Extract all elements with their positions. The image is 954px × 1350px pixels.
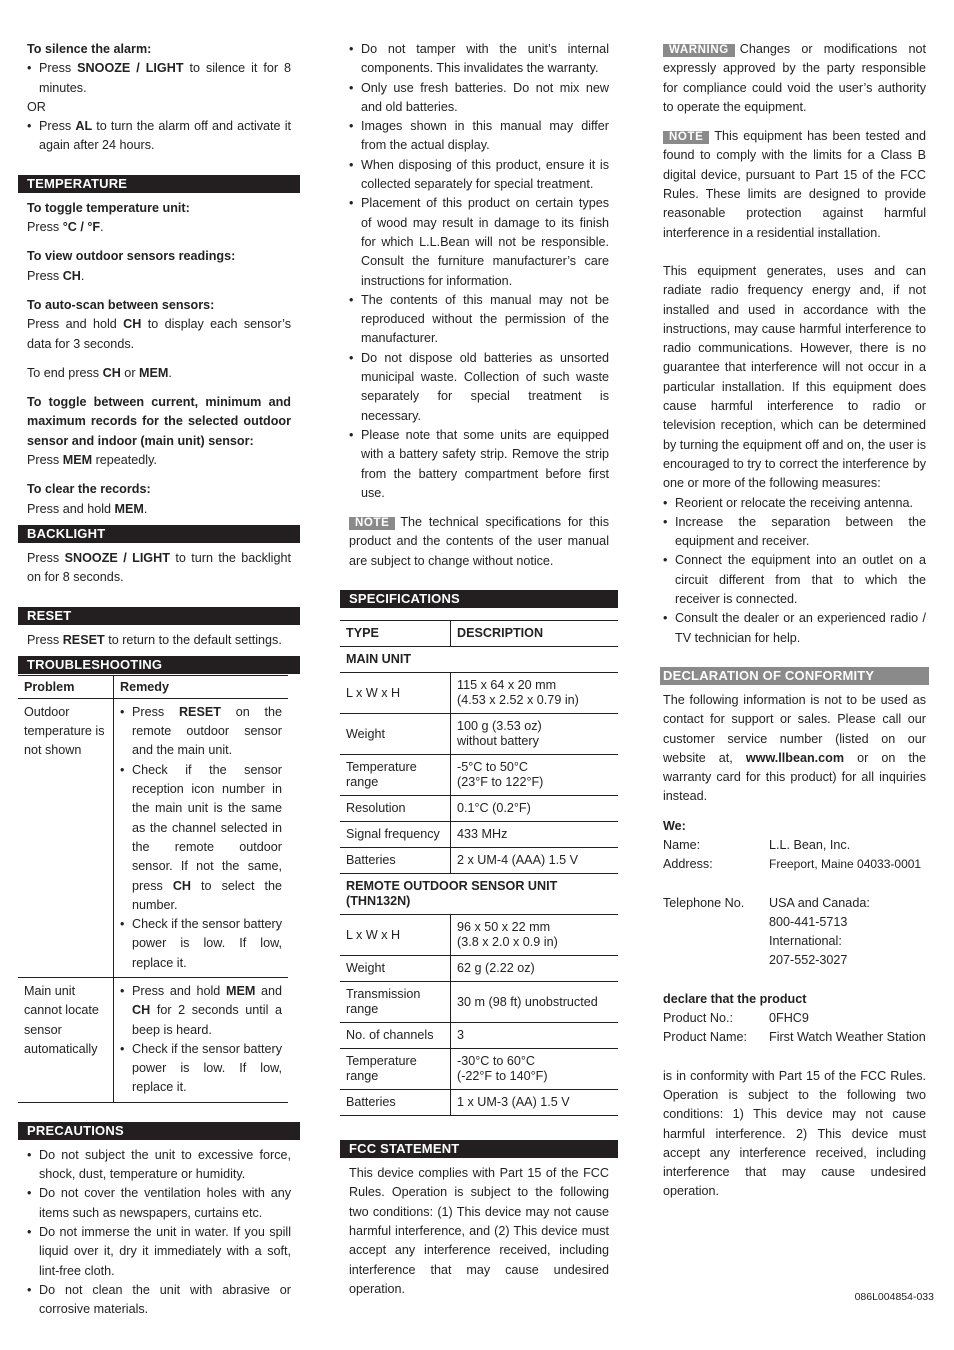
problem-cell: Main unit cannot locate sensor automatically xyxy=(18,977,114,1102)
spec-value: 3 xyxy=(451,1023,619,1049)
column-header-type: TYPE xyxy=(340,621,451,647)
records-heading: To toggle between current, minimum and maximum records for the selected outdoor sensor and indoor (main unit) sensor: xyxy=(27,395,291,448)
note-tag: NOTE xyxy=(663,131,709,144)
table-row xyxy=(340,755,618,796)
specifications-table xyxy=(340,620,618,1116)
address-row: Address: Freeport, Maine 04033-0001 xyxy=(663,857,922,872)
list-item: • Do not cover the ventilation holes with any items such as newspapers, curtains etc. xyxy=(27,1184,291,1223)
section-header-declaration: DECLARATION OF CONFORMITY xyxy=(660,667,929,685)
section-header-temperature: TEMPERATURE xyxy=(18,175,300,193)
section-header-specifications: SPECIFICATIONS xyxy=(340,590,618,608)
table-row xyxy=(340,1090,618,1116)
table-row xyxy=(340,915,618,956)
spec-value: 115 x 64 x 20 mm (4.53 x 2.52 x 0.79 in) xyxy=(451,673,619,714)
subheader-main-unit: MAIN UNIT xyxy=(340,647,618,673)
list-item: • Images shown in this manual may differ from the actual display. xyxy=(349,117,609,156)
section-header-reset: RESET xyxy=(18,607,300,625)
spec-key: Signal frequency xyxy=(340,822,451,848)
list-item: • Placement of this product on certain types of wood may result in damage to its finish for which L.L.Bean will not be responsible. Consult the furniture manufacturer’s care instructions for information. xyxy=(349,194,609,290)
reset-text: Press RESET to return to the default settings. xyxy=(27,632,282,647)
table-row xyxy=(340,982,618,1023)
spec-value: 30 m (98 ft) unobstructed xyxy=(451,982,619,1023)
clear-records-text: Press and hold MEM. xyxy=(27,501,148,516)
toggle-unit-text: Press °C / °F. xyxy=(27,220,104,235)
spec-value: -30°C to 60°C (-22°F to 140°F) xyxy=(451,1049,619,1090)
list-item: • Only use fresh batteries. Do not mix new and old batteries. xyxy=(349,79,609,118)
remedy-cell xyxy=(114,977,289,1102)
we-label: We: xyxy=(663,818,686,833)
troubleshooting-table xyxy=(18,675,288,1103)
list-item: • Press and hold MEM and CH for 2 seconds until a beep is heard. xyxy=(120,982,282,1040)
spec-key: L x W x H xyxy=(340,915,451,956)
list-item: • Reorient or relocate the receiving antenna. xyxy=(663,494,926,513)
section-header-precautions: PRECAUTIONS xyxy=(18,1122,300,1140)
table-row xyxy=(340,848,618,874)
list-item: • Press SNOOZE / LIGHT to silence it for 8 minutes. xyxy=(27,59,291,98)
product-no-row: Product No.: 0FHC9 xyxy=(663,1011,809,1026)
precautions-list xyxy=(27,1146,291,1320)
list-item: • Do not immerse the unit in water. If you spill liquid over it, dry it immediately with a soft, lint-free cloth. xyxy=(27,1223,291,1281)
website-link[interactable]: www.llbean.com xyxy=(745,750,845,765)
generates-paragraph: This equipment generates, uses and can radiate radio frequency energy and, if not installed and used in accordance with the instructions, may cause harmful interference to radio communications. However, there is no guarantee that interference will not occur in a particular installation. If this equipment does cause harmful interference to radio or television reception, which can be determined by turning the equipment off and on, the user is encouraged to try to correct the interference by one or more of the following measures: xyxy=(663,263,927,491)
column-header-description: DESCRIPTION xyxy=(451,621,619,647)
end-autoscan-text: To end press CH or MEM. xyxy=(27,365,172,380)
table-row xyxy=(340,822,618,848)
column-header-remedy: Remedy xyxy=(114,675,289,698)
list-item: • Please note that some units are equipped with a battery safety strip. Remove the strip from the battery compartment before first use. xyxy=(349,426,609,503)
list-item: • Do not subject the unit to excessive force, shock, dust, temperature or humidity. xyxy=(27,1146,291,1185)
warning-paragraph: WARNING Changes or modifications not expressly approved by the party responsible for compliance could void the user’s authority to operate the equipment. xyxy=(663,42,926,114)
declaration-paragraph: The following information is not to be used as contact for support or sales. Please call our customer service number (listed on our website at, www.llbean.com or on the warranty card for this product) for all inquiries instead. xyxy=(663,692,927,804)
silence-alarm-list xyxy=(27,59,291,98)
spec-value: 96 x 50 x 22 mm (3.8 x 2.0 x 0.9 in) xyxy=(451,915,619,956)
silence-alarm-list-2 xyxy=(27,117,291,156)
telephone-row: Telephone No. USA and Canada: 800-441-5713 International: 207-552-3027 xyxy=(663,895,870,968)
spec-key: Temperature range xyxy=(340,1049,451,1090)
subheader-remote-unit: REMOTE OUTDOOR SENSOR UNIT (THN132N) xyxy=(340,874,618,915)
table-row xyxy=(340,796,618,822)
list-item: • Do not dispose old batteries as unsorted municipal waste. Collection of such waste separately for special treatment is necessary. xyxy=(349,349,609,426)
list-item: • Press RESET on the remote outdoor sensor and the main unit. xyxy=(120,703,282,761)
product-name-row: Product Name: First Watch Weather Station xyxy=(663,1030,926,1045)
records-text: Press MEM repeatedly. xyxy=(27,453,157,468)
note-tag: NOTE xyxy=(349,517,395,530)
spec-key: Batteries xyxy=(340,1090,451,1116)
list-item: • Check if the sensor battery power is low. If low, replace it. xyxy=(120,915,282,973)
view-outdoor-heading: To view outdoor sensors readings: xyxy=(27,249,236,264)
list-item: • Check if the sensor reception icon number in the main unit is the same as the channel selected in the remote outdoor sensor. If not the same, press CH to select the number. xyxy=(120,761,282,915)
note-paragraph: NOTE This equipment has been tested and found to comply with the limits for a Class B digital device, pursuant to Part 15 of the FCC Rules. These limits are designed to provide reasonable protection against harmful interference in a residential installation. xyxy=(663,129,926,240)
spec-value: 433 MHz xyxy=(451,822,619,848)
table-row xyxy=(340,1049,618,1090)
spec-key: Transmission range xyxy=(340,982,451,1023)
table-row xyxy=(340,673,618,714)
note-paragraph: NOTE The technical specifications for this product and the contents of the user manual are subject to change without notice. xyxy=(349,515,609,568)
fcc-text: This device complies with Part 15 of the FCC Rules. Operation is subject to the following two conditions: (1) This device may not cause harmful interference, and (2) This device must accept any interference received, including interference that may cause undesired operation. xyxy=(349,1166,609,1296)
table-header-row xyxy=(18,675,288,698)
section-header-backlight: BACKLIGHT xyxy=(18,525,300,543)
list-item: • Check if the sensor battery power is low. If low, replace it. xyxy=(120,1040,282,1098)
spec-value: 100 g (3.53 oz) without battery xyxy=(451,714,619,755)
table-row xyxy=(340,714,618,755)
spec-value: 0.1°C (0.2°F) xyxy=(451,796,619,822)
declare-label: declare that the product xyxy=(663,991,807,1006)
section-header-fcc: FCC STATEMENT xyxy=(340,1140,618,1158)
table-row xyxy=(18,698,288,977)
precautions-list-cont xyxy=(349,40,609,503)
table-row xyxy=(340,874,618,915)
table-row xyxy=(340,647,618,673)
silence-alarm-heading: To silence the alarm: xyxy=(27,42,152,56)
table-row xyxy=(340,956,618,982)
spec-key: Resolution xyxy=(340,796,451,822)
spec-value: 1 x UM-3 (AA) 1.5 V xyxy=(451,1090,619,1116)
or-text: OR xyxy=(27,99,46,114)
list-item: • The contents of this manual may not be reproduced without the permission of the manufacturer. xyxy=(349,291,609,349)
clear-records-heading: To clear the records: xyxy=(27,482,151,497)
table-row xyxy=(340,1023,618,1049)
spec-value: -5°C to 50°C (23°F to 122°F) xyxy=(451,755,619,796)
warning-tag: WARNING xyxy=(663,44,735,57)
spec-key: L x W x H xyxy=(340,673,451,714)
spec-key: Weight xyxy=(340,956,451,982)
column-middle xyxy=(340,40,618,1299)
column-header-problem: Problem xyxy=(18,675,114,698)
list-item: • Press AL to turn the alarm off and activate it again after 24 hours. xyxy=(27,117,291,156)
problem-cell: Outdoor temperature is not shown xyxy=(18,698,114,977)
spec-key: Weight xyxy=(340,714,451,755)
spec-key: Batteries xyxy=(340,848,451,874)
table-header-row xyxy=(340,621,618,647)
backlight-text: Press SNOOZE / LIGHT to turn the backlight on for 8 seconds. xyxy=(27,550,291,585)
name-row: Name: L.L. Bean, Inc. xyxy=(663,837,851,852)
spec-value: 2 x UM-4 (AAA) 1.5 V xyxy=(451,848,619,874)
autoscan-heading: To auto-scan between sensors: xyxy=(27,297,215,312)
document-code: 086L004854-033 xyxy=(854,1291,934,1303)
view-outdoor-text: Press CH. xyxy=(27,268,85,283)
list-item: • Increase the separation between the equipment and receiver. xyxy=(663,513,926,552)
table-row xyxy=(18,977,288,1102)
conformity-paragraph: is in conformity with Part 15 of the FCC Rules. Operation is subject to the following two conditions: 1) This device may not cause harmful interference. 2) This device must accept any interference received, including interference that may cause undesired operation. xyxy=(663,1068,926,1199)
column-right xyxy=(660,40,929,1202)
section-header-troubleshooting: TROUBLESHOOTING xyxy=(18,656,300,674)
spec-value: 62 g (2.22 oz) xyxy=(451,956,619,982)
list-item: • When disposing of this product, ensure it is collected separately for special treatment. xyxy=(349,156,609,195)
remedy-cell xyxy=(114,698,289,977)
spec-key: No. of channels xyxy=(340,1023,451,1049)
autoscan-text: Press and hold CH to display each sensor’s data for 3 seconds. xyxy=(27,317,291,351)
list-item: • Do not clean the unit with abrasive or corrosive materials. xyxy=(27,1281,291,1320)
column-left xyxy=(18,40,300,1319)
spec-key: Temperature range xyxy=(340,755,451,796)
toggle-unit-heading: To toggle temperature unit: xyxy=(27,200,190,215)
list-item: • Consult the dealer or an experienced radio / TV technician for help. xyxy=(663,609,926,648)
list-item: • Connect the equipment into an outlet on a circuit different from that to which the receiver is connected. xyxy=(663,551,926,609)
measures-list xyxy=(663,494,926,648)
list-item: • Do not tamper with the unit’s internal components. This invalidates the warranty. xyxy=(349,40,609,79)
